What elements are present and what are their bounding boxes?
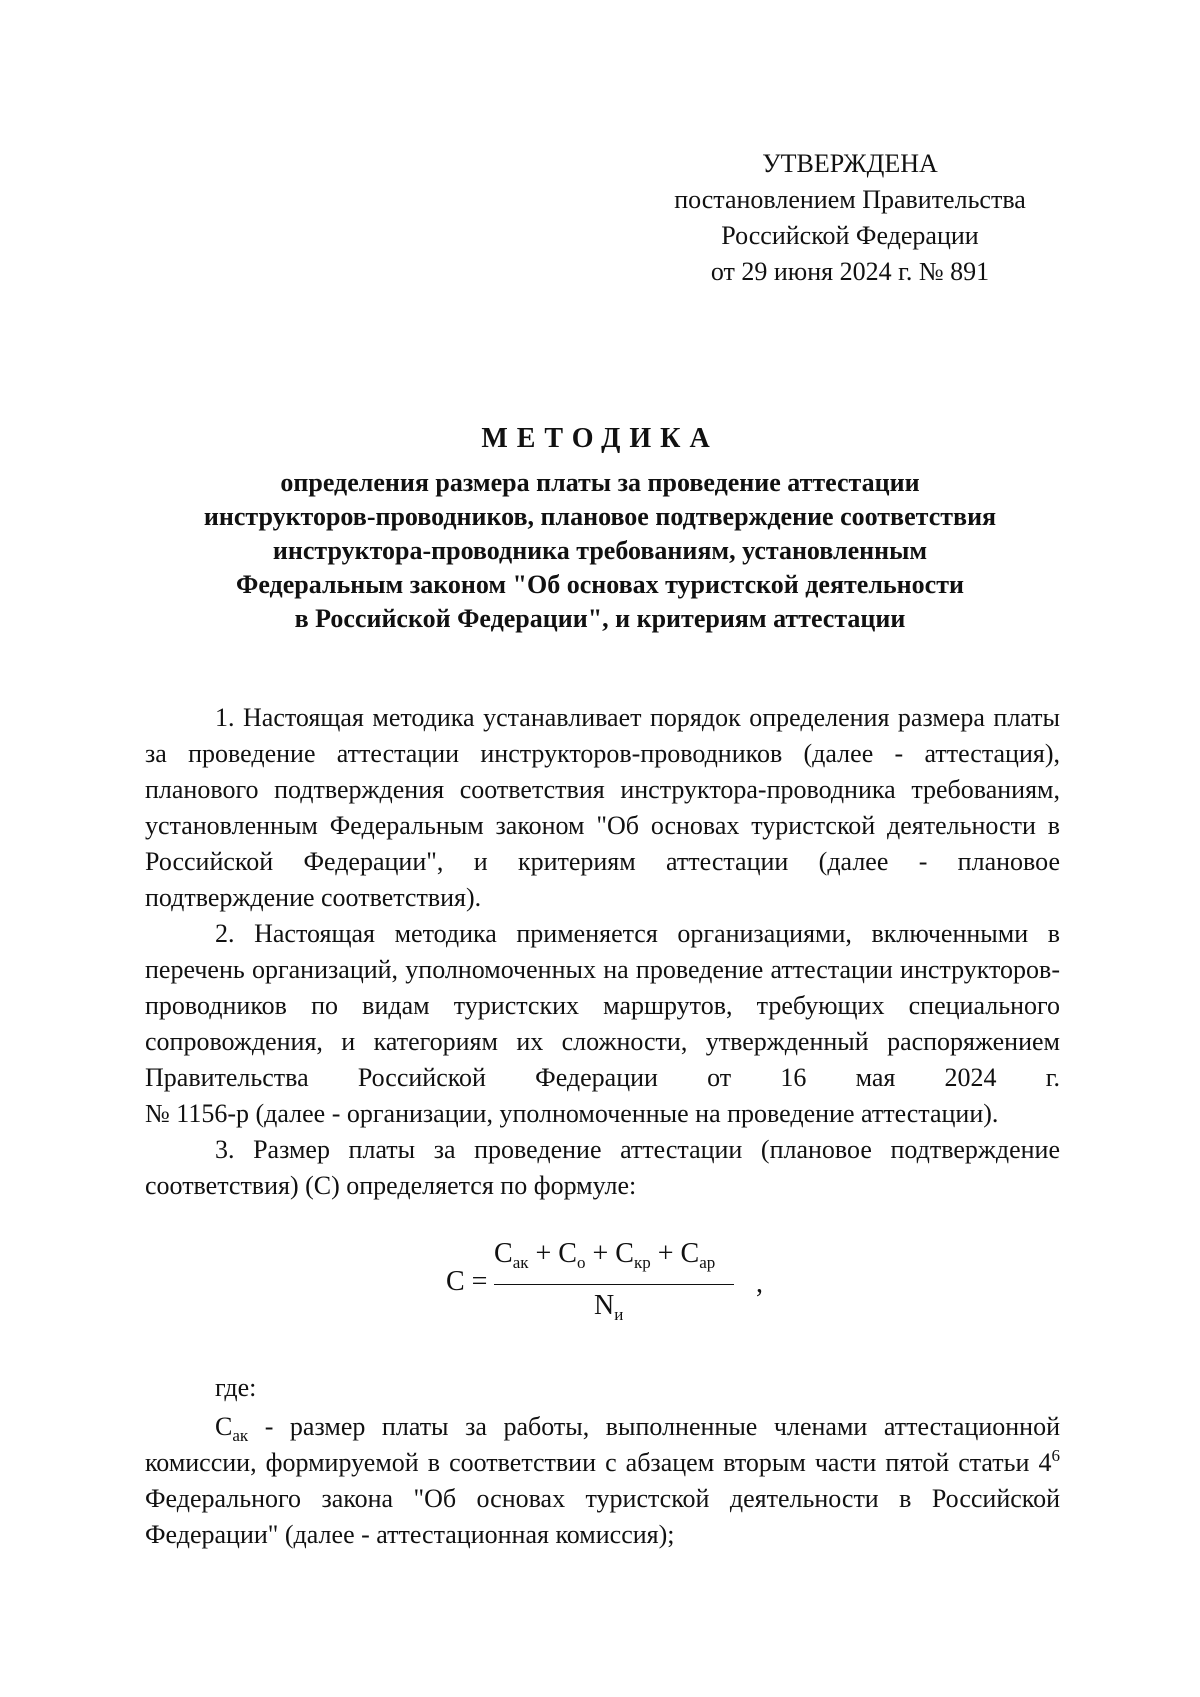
plus-sign: + [650,1238,681,1269]
paragraph-2-text: 2. Настоящая методика применяется организациями, включенными в перечень организаций, уполномоченных на проведение аттестации инструкторов-проводников по видам туристских маршрутов, требующих специального сопровождения, и категориям их сложности, утвержденный распоряжением Правительства Российской Федерации от 16 мая 2024 г. [145,919,1060,1092]
formula-comma: , [756,1268,763,1299]
term-c-kr: С [615,1238,634,1269]
definition-text [145,1409,1060,1553]
definition-symbol-sub: ак [232,1426,249,1445]
fraction-line [494,1284,734,1285]
term-c-ak: С [494,1238,513,1269]
paragraph-2 [145,916,1060,1132]
term-c-kr-sub: кр [633,1253,651,1272]
subtitle-line: в Российской Федерации", и критериям аттестации [294,604,906,633]
definition-symbol: С [215,1412,233,1441]
subtitle-line: инструкторов-проводников, плановое подтверждение соответствия [203,502,997,531]
approval-heading: УТВЕРЖДЕНА [762,149,938,178]
plus-sign: + [528,1238,559,1269]
subtitle-line: инструктора-проводника требованиям, установленным [272,536,928,565]
where-label: где: [215,1373,257,1402]
approval-line-date: от 29 июня 2024 г. № 891 [710,257,990,286]
approval-line-resolution: постановлением Правительства [674,185,1026,214]
approval-line-federation: Российской Федерации [721,221,979,250]
subtitle-line: Федеральным законом "Об основах туристской деятельности [236,570,964,599]
plus-sign: + [585,1238,616,1269]
definition-c-ak [145,1409,1060,1553]
article-superscript: 6 [1051,1446,1060,1465]
paragraph-1 [145,700,1060,916]
subtitle-line: определения размера платы за проведение аттестации [280,468,920,497]
paragraph-3 [145,1132,1060,1204]
paragraph-3-text: 3. Размер платы за проведение аттестации (плановое подтверждение соответствия) (С) определяется по формуле: [145,1135,1060,1200]
formula-lhs: С = [446,1266,488,1297]
term-c-o-sub: о [576,1253,586,1272]
definition-text-part1: - размер платы за работы, выполненные членами аттестационной комиссии, формируемой в соответствии с абзацем вторым части пятой статьи 4 [145,1412,1060,1477]
term-c-ar-sub: ар [699,1253,716,1272]
approval-block [640,146,1060,290]
term-c-ar: С [680,1238,700,1269]
paragraph-2-last-line: № 1156-р (далее - организации, уполномоченные на проведение аттестации). [145,1099,999,1128]
term-n-sub: и [614,1305,624,1324]
formula-numerator [494,1238,715,1270]
formula-denominator [594,1290,623,1322]
document-subtitle [140,466,1060,636]
paragraph-1-text: 1. Настоящая методика устанавливает порядок определения размера платы за проведение аттестации инструкторов-проводников (далее - аттестация), планового подтверждения соответствия инструктора-проводника требованиям, установленным Федеральным законом "Об основах туристской деятельности в Российской Федерации", и критериям аттестации (далее - плановое подтверждение соответствия). [145,703,1060,912]
cost-formula [446,1238,766,1328]
term-n: N [594,1290,615,1321]
document-title: МЕТОДИКА [481,423,719,454]
definition-text-part2: Федерального закона "Об основах туристской деятельности в Российской Федерации" (далее - аттестационная комиссия); [145,1484,1060,1549]
term-c-o: С [558,1238,577,1269]
term-c-ak-sub: ак [512,1253,529,1272]
